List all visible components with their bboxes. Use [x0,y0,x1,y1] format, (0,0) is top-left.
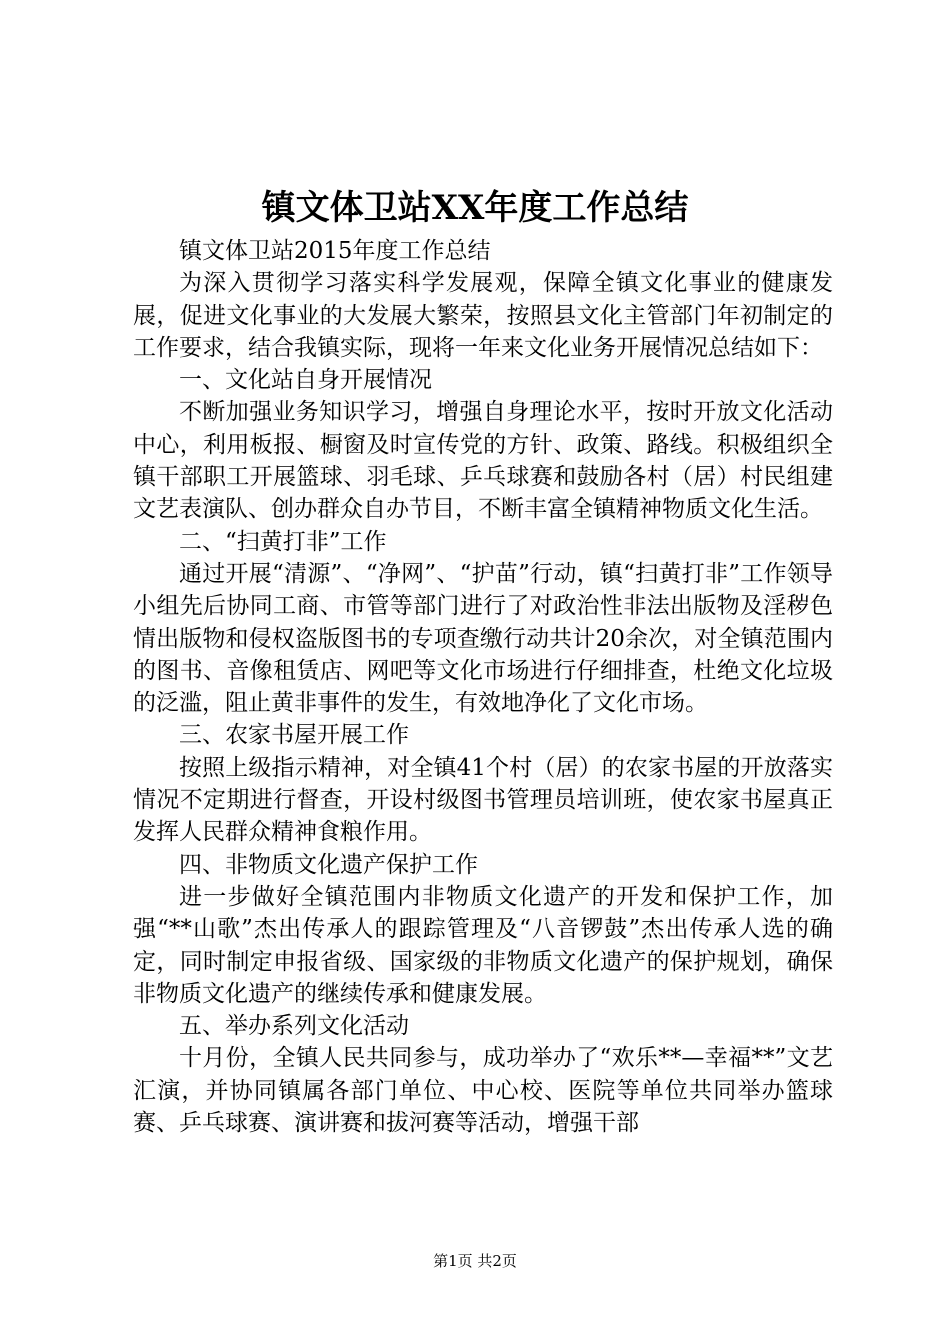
paragraph-section-4: 进一步做好全镇范围内非物质文化遗产的开发和保护工作，加强“**山歌”杰出传承人的跟踪管理及“八音锣鼓”杰出传承人选的确定，同时制定申报省级、国家级的非物质文化遗产的保护规划，确保非物质文化遗产的继续传承和健康发展。 [133,883,833,1007]
paragraph-section-3: 按照上级指示精神，对全镇41个村（居）的农家书屋的开放落实情况不定期进行督查，开设村级图书管理员培训班，使农家书屋真正发挥人民群众精神食粮作用。 [133,754,833,846]
paragraph-section-1: 不断加强业务知识学习，增强自身理论水平，按时开放文化活动中心，利用板报、橱窗及时宣传党的方针、政策、路线。积极组织全镇干部职工开展篮球、羽毛球、乒乓球赛和鼓励各村（居）村民组建文艺表演队、创办群众自办节目，不断丰富全镇精神物质文化生活。 [133,399,833,523]
document-body [133,235,833,1139]
document-title: 镇文体卫站XX年度工作总结 [261,188,689,228]
page-footer: 第1页 共2页 [433,1252,517,1270]
paragraph-section-5: 十月份，全镇人民共同参与，成功举办了“欢乐**—幸福**”文艺汇演，并协同镇属各部门单位、中心校、医院等单位共同举办篮球赛、乒乓球赛、演讲赛和拔河赛等活动，增强干部 [133,1045,833,1137]
section-heading-5: 五、举办系列文化活动 [179,1013,409,1040]
section-heading-1: 一、文化站自身开展情况 [179,367,432,394]
section-heading-4: 四、非物质文化遗产保护工作 [179,851,478,878]
paragraph-intro: 为深入贯彻学习落实科学发展观，保障全镇文化事业的健康发展，促进文化事业的大发展大繁荣，按照县文化主管部门年初制定的工作要求，结合我镇实际，现将一年来文化业务开展情况总结如下： [133,270,833,361]
section-heading-3: 三、农家书屋开展工作 [179,722,409,749]
paragraph-subtitle: 镇文体卫站2015年度工作总结 [179,238,491,264]
section-heading-2: 二、“扫黄打非”工作 [179,528,387,555]
paragraph-section-2: 通过开展“清源”、“净网”、“护苗”行动，镇“扫黄打非”工作领导小组先后协同工商、市管等部门进行了对政治性非法出版物及淫秽色情出版物和侵权盗版图书的专项查缴行动共计20余次，对全镇范围内的图书、音像租赁店、网吧等文化市场进行仔细排查，杜绝文化垃圾的泛滥，阻止黄非事件的发生，有效地净化了文化市场。 [133,560,833,717]
